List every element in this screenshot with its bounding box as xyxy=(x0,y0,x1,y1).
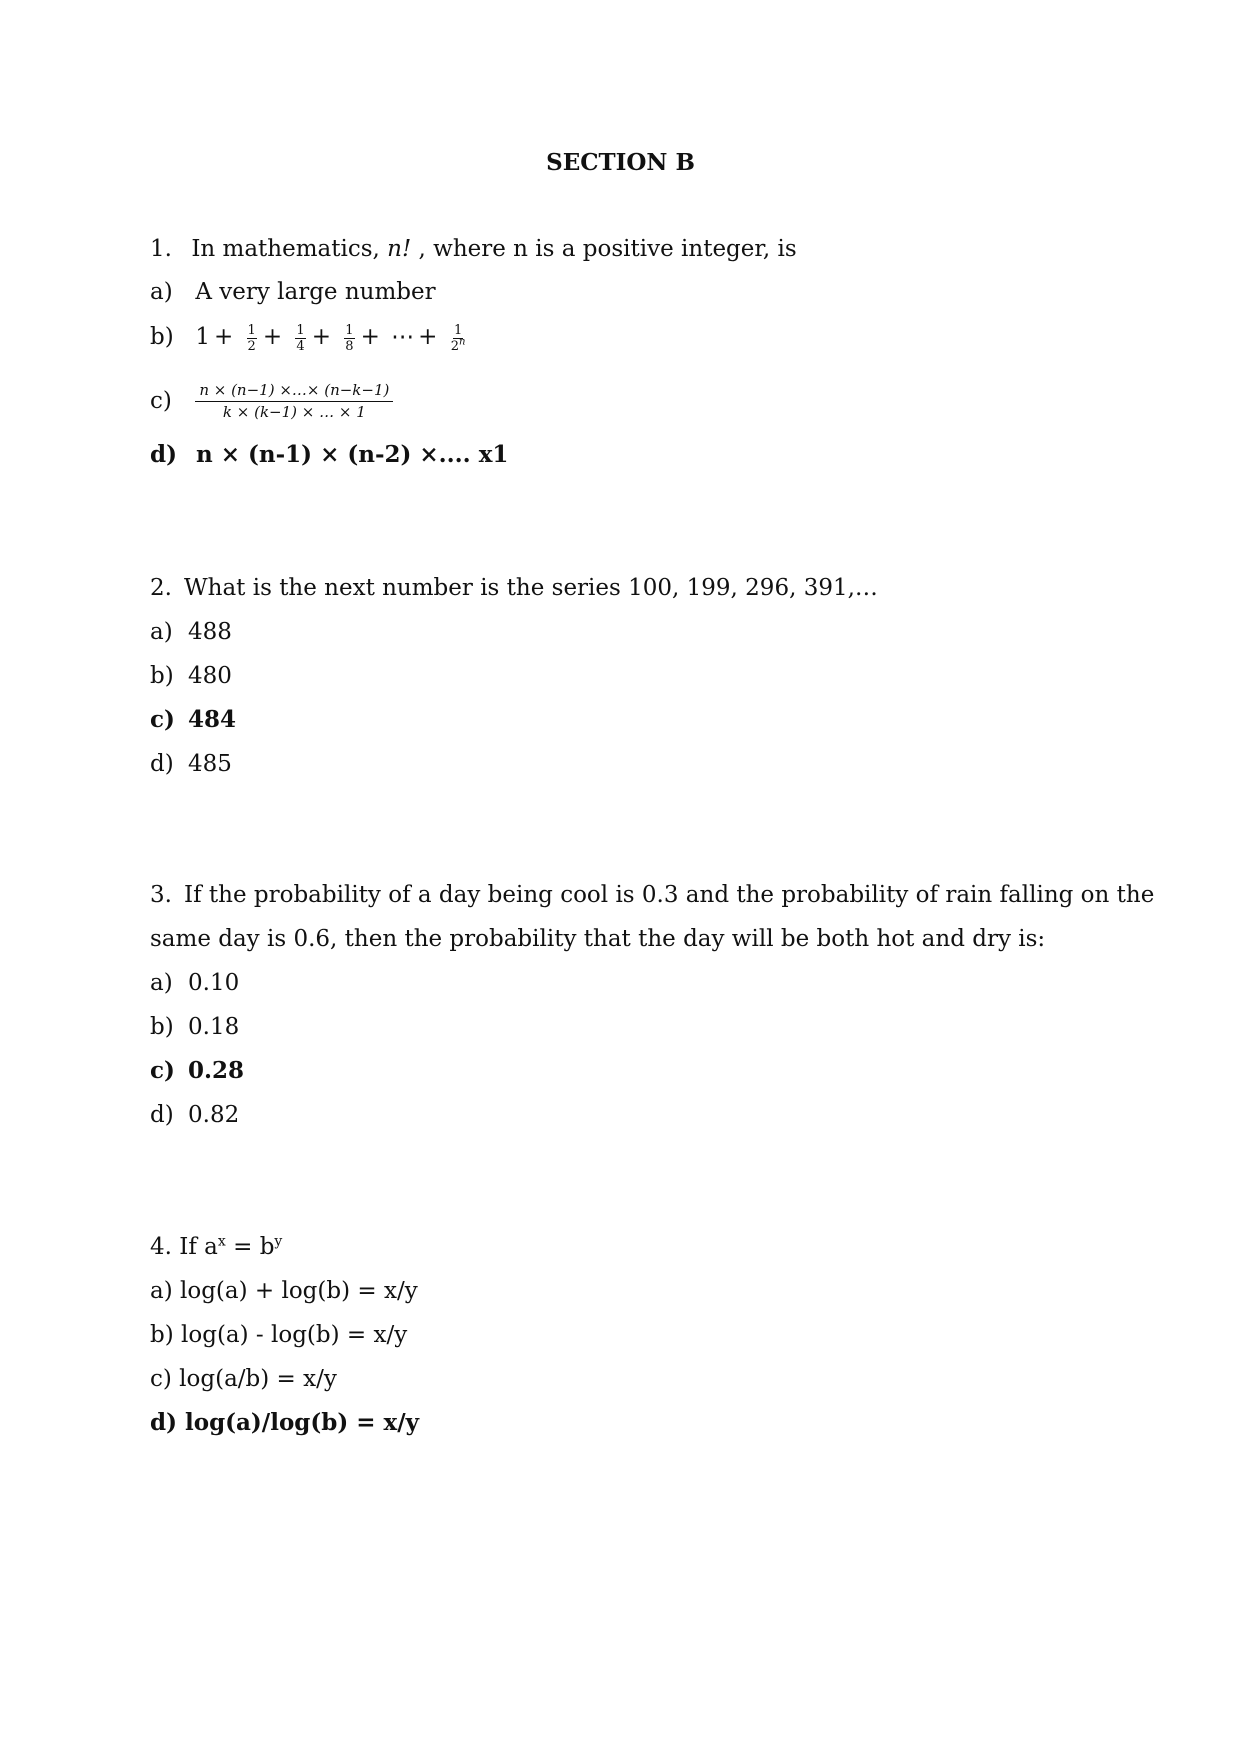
option-label: a) xyxy=(150,1278,173,1304)
option-label: b) xyxy=(150,1322,174,1348)
option-correct xyxy=(150,705,236,735)
option-text: 0.28 xyxy=(188,1057,245,1084)
option-text: 488 xyxy=(188,619,232,645)
question-text: What is the next number is the series 100, 199, 296, 391,… xyxy=(184,575,878,601)
option xyxy=(150,322,468,354)
option-text: 0.10 xyxy=(188,970,240,996)
option xyxy=(150,380,393,423)
option-text: 484 xyxy=(188,706,237,733)
option-text: 485 xyxy=(188,751,232,777)
option-label: c) xyxy=(150,706,175,733)
question-text: In mathematics, xyxy=(191,236,380,262)
option-label: d) xyxy=(150,1409,177,1436)
option-label: b) xyxy=(150,1014,174,1040)
option-label: b) xyxy=(150,663,174,689)
question-text: = b xyxy=(225,1234,275,1260)
option-text: 0.82 xyxy=(188,1102,240,1128)
option-label: c) xyxy=(150,1057,175,1084)
question-text: If a xyxy=(179,1234,218,1260)
option-text: log(a)/log(b) = x/y xyxy=(184,1409,419,1436)
superscript: x xyxy=(217,1233,226,1250)
question-3-stem xyxy=(150,880,1154,910)
option xyxy=(150,1012,239,1042)
option xyxy=(150,1364,337,1394)
question-text: , where n is a positive integer, is xyxy=(418,236,797,262)
question-2-stem xyxy=(150,573,878,603)
question-number: 4. xyxy=(150,1234,172,1260)
option xyxy=(150,661,232,691)
option xyxy=(150,968,239,998)
fraction: $\frac{1}{4}$ xyxy=(296,322,305,354)
question-number: 1. xyxy=(150,236,172,262)
question-1-stem xyxy=(150,234,797,264)
factorial-math: n! xyxy=(387,236,412,262)
fraction: $\frac{1}{8}$ xyxy=(345,322,354,354)
option-text: 480 xyxy=(188,663,232,689)
option-correct xyxy=(150,1408,419,1438)
option-label: b) xyxy=(150,324,174,350)
section-title: SECTION B xyxy=(546,149,695,176)
option-text: A very large number xyxy=(195,279,436,305)
superscript: y xyxy=(274,1233,283,1250)
option-label: d) xyxy=(150,1102,174,1128)
question-number: 2. xyxy=(150,575,172,601)
option xyxy=(150,617,232,647)
option xyxy=(150,1100,239,1130)
option-text: n × (n-1) × (n-2) ×.... x1 xyxy=(196,441,509,468)
option xyxy=(150,1276,418,1306)
series-expression: 1 + $\frac{1}{2}$ + $\frac{1}{4}$ + $\frac{1}{8}$ + ⋯ + $\frac{1}{2^n}$ xyxy=(195,322,466,354)
option-label: d) xyxy=(150,441,177,468)
option-label: a) xyxy=(150,619,173,645)
question-text: same day is 0.6, then the probability that the day will be both hot and dry is: xyxy=(150,926,1046,952)
option-label: d) xyxy=(150,751,174,777)
question-number: 3. xyxy=(150,882,172,908)
option-text: log(a) - log(b) = x/y xyxy=(181,1322,408,1348)
question-text: If the probability of a day being cool is 0.3 and the probability of rain falling on the xyxy=(184,882,1155,908)
option-label: a) xyxy=(150,970,173,996)
option-text: 0.18 xyxy=(188,1014,240,1040)
fraction: $\frac{n \times (n-1) \times\dots\times (n-k-1)}{k \times (k-1) \times \dots \times 1}$ xyxy=(195,380,393,423)
option-correct xyxy=(150,440,508,470)
option-text: log(a) + log(b) = x/y xyxy=(180,1278,418,1304)
option-label: a) xyxy=(150,279,173,305)
question-4-stem xyxy=(150,1232,282,1262)
ellipsis: ⋯ xyxy=(391,324,415,350)
series-term: 1 xyxy=(195,324,210,350)
option xyxy=(150,277,436,307)
option xyxy=(150,1320,407,1350)
fraction: $\frac{1}{2^n}$ xyxy=(450,322,466,354)
question-3-stem-cont xyxy=(150,924,1045,954)
option-label: c) xyxy=(150,1366,172,1392)
option-text: log(a/b) = x/y xyxy=(179,1366,337,1392)
fraction: $\frac{1}{2}$ xyxy=(247,322,256,354)
option xyxy=(150,749,232,779)
option-label: c) xyxy=(150,387,172,414)
option-correct xyxy=(150,1056,244,1086)
